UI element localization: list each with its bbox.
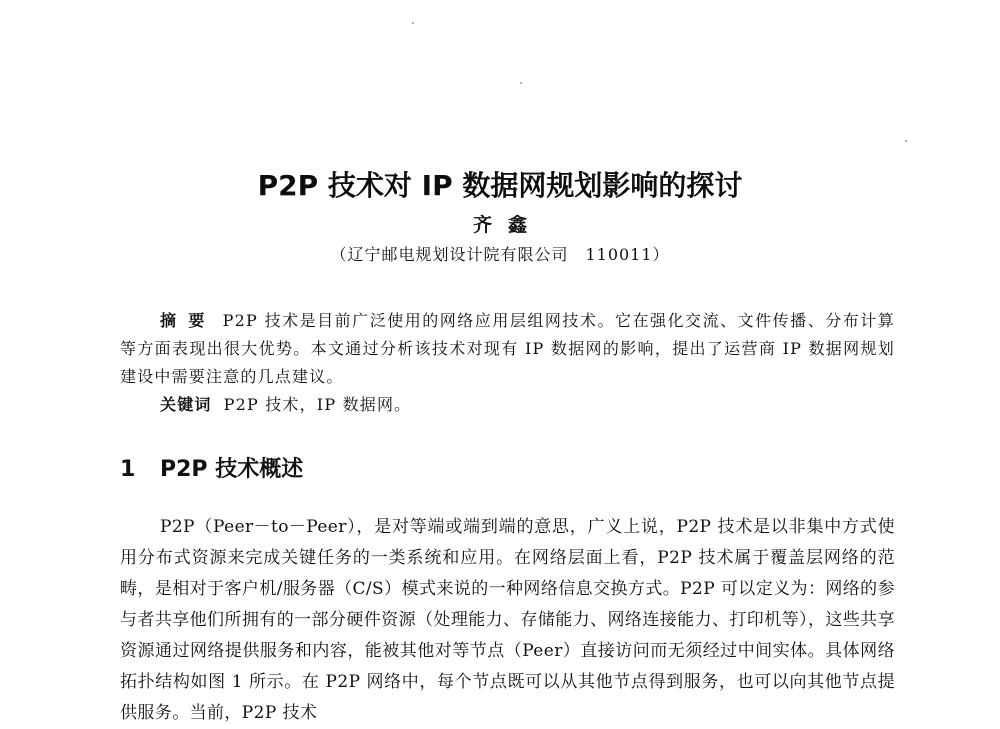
section-title: P2P 技术概述 [160, 457, 304, 482]
section-heading [120, 453, 303, 487]
paper-title: P2P 技术对 IP 数据网规划影响的探讨 [257, 169, 743, 202]
keywords-label: 关键词 [160, 395, 212, 414]
abstract-text: P2P 技术是目前广泛使用的网络应用层组网技术。它在强化交流、文件传播、分布计算等方面表现出很大优势。本文通过分析该技术对现有 IP 数据网的影响，提出了运营商 IP 数据网规划建设中需要注意的几点建议。 [120, 311, 895, 386]
abstract-paragraph [120, 307, 895, 391]
author-name: 齐鑫 [472, 214, 543, 236]
scan-speck [412, 22, 414, 24]
keywords-text: P2P 技术，IP 数据网。 [223, 395, 412, 414]
scan-speck [905, 140, 907, 142]
section-paragraph: P2P（Peer－to－Peer），是对等端或端到端的意思，广义上说，P2P 技术是以非集中方式使用分布式资源来完成关键任务的一类系统和应用。在网络层面上看，P2P 技术属于覆盖层网络的范畴，是相对于客户机/服务器（C/S）模式来说的一种网络信息交换方式。P2P 可以定义为：网络的参与者共享他们所拥有的一部分硬件资源（处理能力、存储能力、网络连接能力、打印机等），这些共享资源通过网络提供服务和内容，能被其他对等节点（Peer）直接访问而无须经过中间实体。具体网络拓扑结构如图 1 所示。在 P2P 网络中，每个节点既可以从其他节点得到服务，也可以向其他节点提供服务。当前，P2P 技术 [120, 517, 895, 723]
abstract-block [120, 307, 895, 419]
section-number: 1 [120, 457, 136, 482]
abstract-label: 摘要 [160, 311, 217, 330]
author-affiliation: （辽宁邮电规划设计院有限公司 110011） [330, 245, 670, 264]
keywords-line [160, 391, 895, 419]
scan-speck [520, 82, 522, 84]
